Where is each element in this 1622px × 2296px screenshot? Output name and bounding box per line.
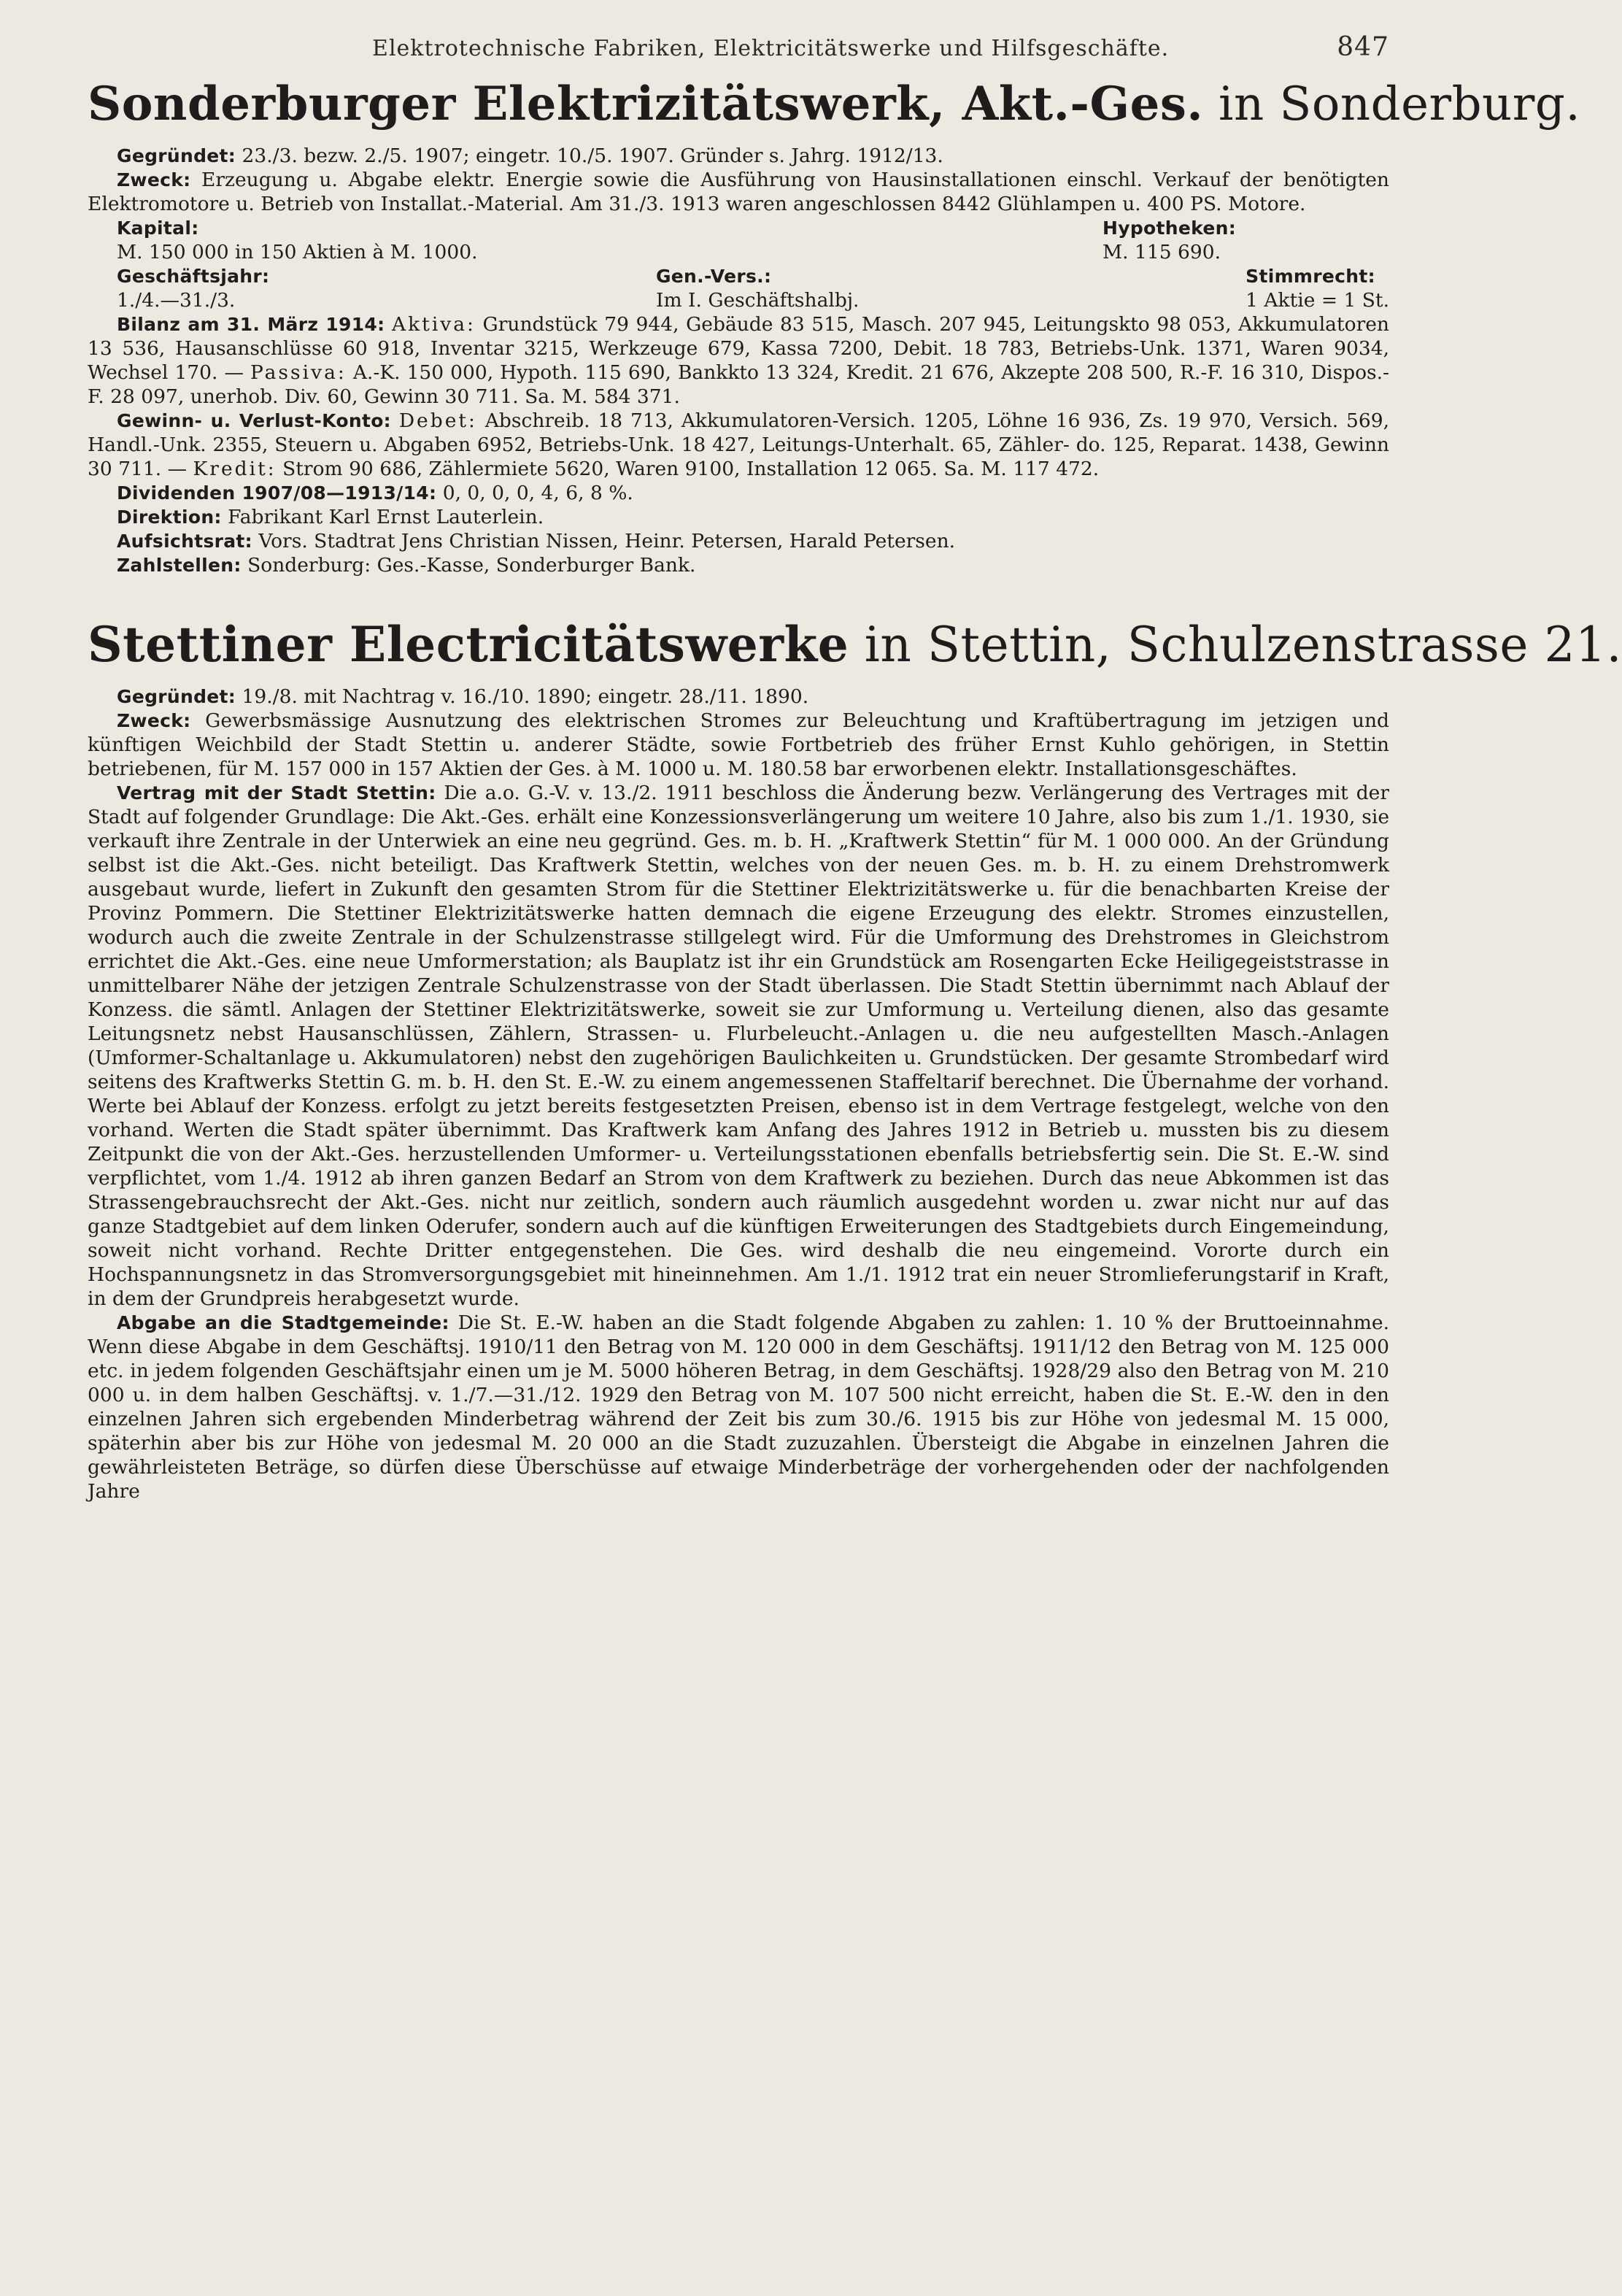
paragraph-aufsichtsrat — [88, 529, 1389, 553]
paragraph-abgabe — [88, 1311, 1389, 1503]
text-stimmrecht: 1 Aktie = 1 St. — [1246, 289, 1389, 312]
label-kredit: Kredit: — [193, 458, 277, 481]
kapital — [117, 216, 478, 264]
label-genvers: Gen.-Vers.: — [655, 266, 772, 288]
label-abgabe: Abgabe an die Stadtgemeinde: — [117, 1312, 449, 1334]
paragraph-gegruendet — [88, 685, 1389, 709]
label-aktiva: Aktiva: — [391, 313, 476, 336]
text-bilanz-passiva: A.-K. 150 000, Hypoth. 115 690, Bankkto 13 324, Kredit. 21 676, Akzepte 208 500, R.-F. 16 310, Dispos.-F. 28 097, unerhob. Div. 60, Gewinn 30 711. Sa. M. 584 371. — [88, 361, 1389, 409]
text-geschaeftsjahr: 1./4.—31./3. — [117, 289, 236, 312]
page-number: 847 — [1337, 32, 1389, 62]
paragraph-gegruendet — [88, 144, 1389, 168]
text-genvers: Im I. Geschäftshalbj. — [655, 289, 860, 312]
gen-vers — [656, 264, 860, 312]
label-bilanz: Bilanz am 31. März 1914: — [117, 314, 385, 336]
text-bilanz-aktiva: Grundstück 79 944, Gebäude 83 515, Masch. 207 945, Leitungskto 98 053, Akkumulatoren 13 536, Hausanschlüsse 60 918, Inventar 3215, Werkzeuge 679, Kassa 7200, Debit. 18 783, Betriebs-Unk. 1371, Waren 9034, Wechsel 170. — — [88, 313, 1389, 385]
label-zweck: Zweck: — [117, 710, 191, 732]
text-kapital: M. 150 000 in 150 Aktien à M. 1000. — [117, 241, 478, 264]
paragraph-zweck — [88, 168, 1389, 216]
label-gegruendet: Gegründet: — [117, 145, 236, 167]
hypotheken — [1102, 216, 1389, 264]
text-guv-kredit: Strom 90 686, Zählermiete 5620, Waren 9100, Installation 12 065. Sa. M. 117 472. — [276, 458, 1100, 481]
label-geschaeftsjahr: Geschäftsjahr: — [117, 266, 270, 288]
entry-stettiner — [88, 616, 1622, 1503]
paragraph-zweck — [88, 709, 1389, 781]
paragraph-guv — [88, 409, 1389, 481]
company-location: in Stettin, Schulzenstrasse 21. — [849, 617, 1622, 674]
text-zweck: Gewerbsmässige Ausnutzung des elektrischen Stromes zur Beleuchtung und Kraftübertragung im jetzigen und künftigen Weichbild der Stadt Stettin u. anderer Städte, sowie Fortbetrieb des früher Ernst Kuhlo gehörigen, in Stettin betriebenen, für M. 157 000 in 157 Aktien der Ges. à M. 1000 u. M. 180.58 bar erworbenen elektr. Installationsgeschäftes. — [88, 709, 1389, 781]
text-zahlstellen: Sonderburg: Ges.-Kasse, Sonderburger Bank. — [241, 554, 696, 577]
text-dividenden: 0, 0, 0, 0, 4, 6, 8 %. — [436, 482, 633, 505]
paragraph-zahlstellen — [88, 553, 1389, 577]
company-name: Stettiner Electricitätswerke — [88, 616, 849, 674]
label-dividenden: Dividenden 1907/08—1913/14: — [117, 482, 437, 504]
entry-sonderburger — [88, 77, 1581, 577]
paragraph-dividenden — [88, 481, 1389, 505]
label-direktion: Direktion: — [117, 506, 222, 528]
company-location: in Sonderburg. — [1203, 77, 1581, 131]
row-kapital — [88, 216, 1389, 264]
label-passiva: Passiva: — [250, 361, 347, 385]
paragraph-direktion — [88, 505, 1389, 529]
label-zahlstellen: Zahlstellen: — [117, 555, 242, 577]
entry-body — [88, 685, 1389, 1503]
geschaeftsjahr — [117, 264, 269, 312]
label-debet: Debet: — [398, 409, 477, 433]
label-kapital: Kapital: — [117, 217, 199, 239]
label-guv: Gewinn- u. Verlust-Konto: — [117, 410, 391, 432]
label-aufsichtsrat: Aufsichtsrat: — [117, 531, 252, 552]
stimmrecht — [1246, 264, 1389, 312]
entry-body — [88, 144, 1389, 577]
label-zweck: Zweck: — [117, 169, 191, 191]
running-title: Elektrotechnische Fabriken, Elektricitätswerke und Hilfsgeschäfte. — [372, 36, 1170, 61]
text-vertrag: Die a.o. G.-V. v. 13./2. 1911 beschloss die Änderung bezw. Verlängerung des Vertrages mit der Stadt auf folgender Grundlage: Die Akt.-Ges. erhält eine Konzessionsverlängerung um weitere 10 Jahre, also bis zum 1./1. 1930, sie verkauft ihre Zentrale in der Unterwiek an eine neu gegründ. Ges. m. b. H. „Kraftwerk Stettin“ für M. 1 000 000. An der Gründung selbst ist die Akt.-Ges. nicht beteiligt. Das Kraftwerk Stettin, welches von der neuen Ges. m. b. H. zu einem Drehstromwerk ausgebaut wurde, liefert in Zukunft den gesamten Strom für die Stettiner Elektrizitätswerke u. für die benachbarten Kreise der Provinz Pommern. Die Stettiner Elektrizitätswerke hatten demnach die eigene Erzeugung des elektr. Stromes einzustellen, wodurch auch die zweite Zentrale in der Schulzenstrasse stillgelegt wird. Für die Umformung des Drehstromes in Gleichstrom errichtet die Akt.-Ges. eine neue Umformerstation; als Bauplatz ist ihr ein Grundstück am Rosengarten Ecke Heiligegeiststrasse in unmittelbarer Nähe der jetzigen Zentrale Schulzenstrasse von der Stadt überlassen. Die Stadt Stettin übernimmt nach Ablauf der Konzess. die sämtl. Anlagen der Stettiner Elektrizitätswerke, soweit sie zur Umformung u. Verteilung dienen, also das gesamte Leitungsnetz nebst Hausanschlüssen, Zählern, Strassen- u. Flurbeleucht.-Anlagen u. die neu aufgestellten Masch.-Anlagen (Umformer-Schaltanlage u. Akkumulatoren) nebst den zugehörigen Baulichkeiten u. Grundstücken. Der gesamte Strombedarf wird seitens des Kraftwerks Stettin G. m. b. H. den St. E.-W. zu einem angemessenen Staffeltarif berechnet. Die Übernahme der vorhand. Werte bei Ablauf der Konzess. erfolgt zu jetzt bereits festgesetzten Preisen, ebenso ist in dem Vertrage festgelegt, welche von den vorhand. Werten die Stadt später übernimmt. Das Kraftwerk kam Anfang des Jahres 1912 in Betrieb u. mussten bis zu diesem Zeitpunkt die von der Akt.-Ges. herzustellenden Umformer- u. Verteilungsstationen ebenfalls betriebsfertig sein. Die St. E.-W. sind verpflichtet, vom 1./4. 1912 ab ihren ganzen Bedarf an Strom von dem Kraftwerk zu beziehen. Durch das neue Abkommen ist das Strassengebrauchsrecht der Akt.-Ges. nicht nur zeitlich, sondern auch räumlich ausgedehnt worden u. zwar nicht nur auf das ganze Stadtgebiet auf dem linken Oderufer, sondern auch auf die künftigen Erweiterungen des Stadtgebiets durch Eingemeindung, soweit nicht vorhand. Rechte Dritter entgegenstehen. Die Ges. wird deshalb die neu eingemeind. Vororte durch ein Hochspannungsnetz in das Stromversorgungsgebiet mit hineinnehmen. Am 1./1. 1912 trat ein neuer Stromlieferungstarif in Kraft, in dem der Grundpreis herabgesetzt wurde. — [88, 782, 1390, 1311]
company-name: Sonderburger Elektrizitätswerk, Akt.-Ges. — [88, 77, 1204, 131]
text-gegruendet: 23./3. bezw. 2./5. 1907; eingetr. 10./5. 1907. Gründer s. Jahrg. 1912/13. — [236, 145, 943, 168]
text-aufsichtsrat: Vors. Stadtrat Jens Christian Nissen, Heinr. Petersen, Harald Petersen. — [252, 530, 956, 553]
label-vertrag: Vertrag mit der Stadt Stettin: — [117, 782, 436, 804]
text-abgabe: Die St. E.-W. haben an die Stadt folgende Abgaben zu zahlen: 1. 10 % der Bruttoeinnahme. Wenn diese Abgabe in dem Geschäftsj. 1910/11 den Betrag von M. 120 000 in dem Geschäftsj. 1911/12 den Betrag von M. 125 000 etc. in jedem folgenden Geschäftsjahr einen um je M. 5000 höheren Betrag, in dem Geschäftsj. 1928/29 also den Betrag von M. 210 000 u. in dem halben Geschäftsj. v. 1./7.—31./12. 1929 den Betrag von M. 107 500 nicht erreicht, haben die St. E.-W. den in den einzelnen Jahren sich ergebenden Minderbetrag während der Zeit bis zum 30./6. 1915 bis zur Höhe von jedesmal M. 15 000, späterhin aber bis zur Höhe von jedesmal M. 20 000 an die Stadt zuzuzahlen. Übersteigt die Abgabe in einzelnen Jahren die gewährleisteten Beträge, so dürfen diese Überschüsse auf etwaige Minderbeträge der vorhergehenden oder der nachfolgenden Jahre — [88, 1311, 1389, 1503]
text-hypotheken: M. 115 690. — [1102, 241, 1221, 264]
paragraph-vertrag — [88, 781, 1389, 1311]
label-gegruendet: Gegründet: — [117, 686, 236, 708]
label-stimmrecht: Stimmrecht: — [1246, 266, 1375, 288]
company-heading — [88, 77, 1581, 131]
company-heading — [88, 616, 1622, 674]
text-guv-debet: Abschreib. 18 713, Akkumulatoren-Versich. 1205, Löhne 16 936, Zs. 19 970, Versich. 569, Handl.-Unk. 2355, Steuern u. Abgaben 6952, Betriebs-Unk. 18 427, Leitungs-Unterhalt. 65, Zähler- do. 125, Reparat. 1438, Gewinn 30 711. — — [88, 409, 1390, 481]
text-zweck: Erzeugung u. Abgabe elektr. Energie sowie die Ausführung von Hausinstallationen einschl. Verkauf der benötigten Elektromotore u. Betrieb von Installat.-Material. Am 31./3. 1913 waren angeschlossen 8442 Glühlampen u. 400 PS. Motore. — [88, 169, 1389, 216]
label-hypotheken: Hypotheken: — [1102, 217, 1236, 239]
row-geschaeftsjahr — [88, 264, 1389, 312]
text-gegruendet: 19./8. mit Nachtrag v. 16./10. 1890; eingetr. 28./11. 1890. — [236, 685, 809, 709]
paragraph-bilanz — [88, 312, 1389, 409]
running-header — [88, 32, 1389, 62]
text-direktion: Fabrikant Karl Ernst Lauterlein. — [221, 506, 544, 529]
